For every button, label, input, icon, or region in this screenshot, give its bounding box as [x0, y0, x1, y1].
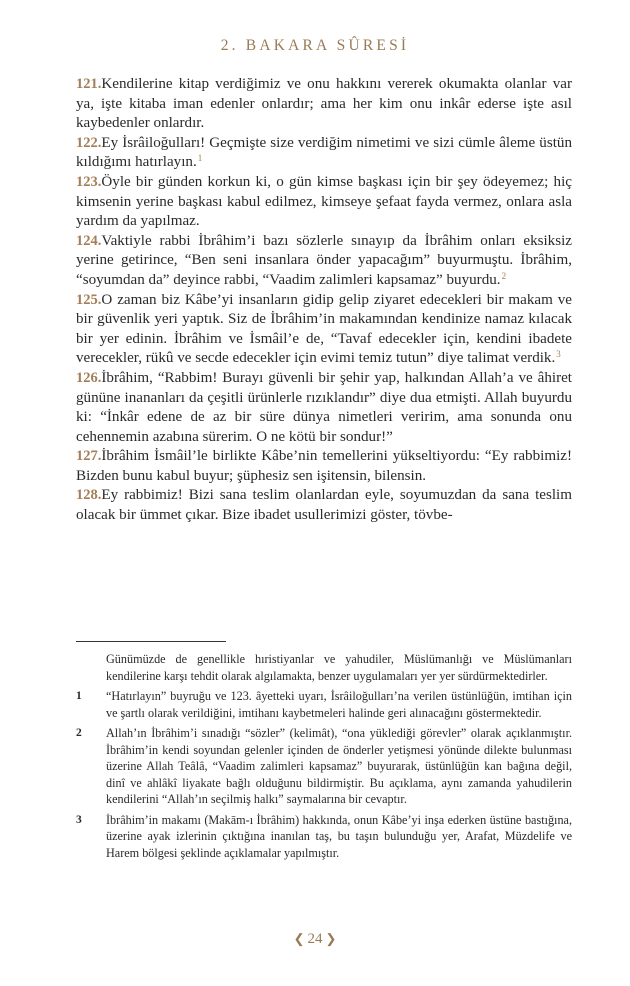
- verse-121: [76, 75, 572, 134]
- verse-number: 127.: [76, 448, 102, 465]
- footnote-continued: [76, 651, 572, 684]
- footnote-number: 2: [76, 727, 82, 739]
- verse-126: [76, 369, 572, 447]
- verse-text: Kendilerine kitap verdiğimiz ve onu hakkını vererek okumakta olanlar var ya, işte kitaba iman edenler onlardır; ama her kim onu inkâr ederse işte asıl kaybedenler onlardır.: [76, 76, 572, 132]
- running-header: 2. BAKARA SÛRESİ: [220, 37, 410, 54]
- verse-number: 124.: [76, 232, 102, 249]
- verse-text: Ey İsrâiloğulları! Geçmişte size verdiğim nimetimi ve sizi cümle âleme üstün kıldığımı hatırlayın.: [76, 134, 572, 171]
- verse-number: 123.: [76, 173, 102, 190]
- footnote-number: 3: [76, 813, 82, 826]
- footnote-text: Günümüzde de genellikle hıristiyanlar ve yahudiler, Müslümanlığı ve Müslümanları kendilerine karşı tehdit olarak algılamakta, benzer uygulamaları yer yer sürdürmektedirler.: [106, 652, 572, 683]
- verse-text: Öyle bir günden korkun ki, o gün kimse başkası için bir şey ödeyemez; hiç kimsenin yerine başkası kabul edilmez, kimseye şefaat fayda vermez, onlara asla yardım da yapılmaz.: [76, 173, 572, 230]
- verse-text: O zaman biz Kâbe’yi insanların gidip gelip ziyaret edecekleri bir makam ve bir güvenlik yeri yaptık. Siz de İbrâhim’in makamından kendinize namaz kılacak bir yer edinin. İbrâhim ve İsmâil’e de, “Tavaf edecekler için, kendini ibadete verecekler, rükû ve secde edecekler için evimi temiz tutun” diye talimat verdik.: [76, 291, 572, 367]
- ornament-right-icon: ❯: [325, 931, 337, 946]
- verse-128: [76, 486, 572, 525]
- verse-number: 128.: [76, 487, 102, 504]
- footnote-2: [76, 725, 572, 808]
- verse-number: 122.: [76, 134, 102, 151]
- verse-124: [76, 232, 572, 291]
- footnote-1: [76, 688, 572, 721]
- verse-number: 121.: [76, 76, 102, 92]
- verse-text: Ey rabbimiz! Bizi sana teslim olanlardan eyle, soyumuzdan da sana teslim olacak bir ümmet çıkar. Bize ibadet usullerimizi göster, tövbe-: [76, 487, 572, 524]
- footnote-text: “Hatırlayın” buyruğu ve 123. âyetteki uyarı, İsrâiloğulları’na verilen üstünlüğün, imtihan için ve şartlı olarak verildiğini, imtihanı kaybetmeleri halinde geri alınacağını göstermektedir.: [106, 689, 572, 720]
- verse-text: Vaktiyle rabbi İbrâhim’i bazı sözlerle sınayıp da İbrâhim onları eksiksiz yerine getirince, “Ben seni insanlara önder yapacağım” buyurmuştu. İbrâhim, “soyumdan da” deyince rabbi, “Vaadim zalimleri kapsamaz” buyurdu.: [76, 232, 572, 288]
- page-number-text: 24: [307, 931, 323, 947]
- verse-127: [76, 447, 572, 486]
- footnote-ref[interactable]: 1: [197, 153, 203, 164]
- footnote-text: İbrâhim’in makamı (Makām-ı İbrâhim) hakkında, onun Kâbe’yi inşa ederken üstüne bastığına, üzerine ayak izlerinin çıktığına inanılan taş, bu taşın bulunduğu yer, Arafat, Müzdelife ve Harem bölgesi şeklinde açıklamalar yapılmıştır.: [106, 812, 572, 860]
- page-number: [0, 931, 630, 948]
- verse-123: [76, 173, 572, 232]
- footnote-ref[interactable]: 3: [556, 349, 561, 360]
- verse-text: İbrâhim, “Rabbim! Burayı güvenli bir şehir yap, halkından Allah’a ve âhiret gününe inananları da çeşitli ürünlerle rızıklandır” diye dua etmişti. Allah buyurdu ki: “İnkâr edene de az bir süre dünya nimetleri veririm, ama sonunda onu cehennemin azabına sürerim. O ne kötü bir sondur!”: [76, 369, 572, 445]
- verse-body: [76, 75, 572, 526]
- footnote-separator: [76, 641, 226, 642]
- footnote-text: Allah’ın İbrâhim’i sınadığı “sözler” (kelimât), “ona yüklediği görevler” olarak açıklanmıştır. İbrâhim’in kendi soyundan gelenler içinden de önderler yetişmesi yönünde dilekte bulunması üzerine Allah Teâlâ, “Vaadim zalimleri kapsamaz” buyurarak, üstünlüğün kan bağına değil, dinî ve ahlâkî liyakate bağlı olduğunu bildirmiştir. Bu açıklama, aynı zamanda yahudilerin kendilerini “Allah’ın seçilmiş halkı” saymalarına bir cevaptır.: [106, 726, 572, 806]
- verse-number: 125.: [76, 291, 102, 308]
- verse-text: İbrâhim İsmâil’le birlikte Kâbe’nin temellerini yükseltiyordu: “Ey rabbimiz! Bizden bunu kabul buyur; şüphesiz sen işitensin, bilensin.: [76, 448, 572, 484]
- footnote-number: 1: [76, 690, 82, 702]
- ornament-left-icon: ❮: [293, 931, 305, 946]
- verse-number: 126.: [76, 369, 102, 386]
- footnote-number: [76, 651, 106, 684]
- footnote-ref[interactable]: 2: [501, 270, 507, 281]
- verse-122: [76, 134, 572, 173]
- footnotes: [76, 651, 572, 865]
- verse-125: [76, 291, 572, 369]
- footnote-3: [76, 812, 572, 862]
